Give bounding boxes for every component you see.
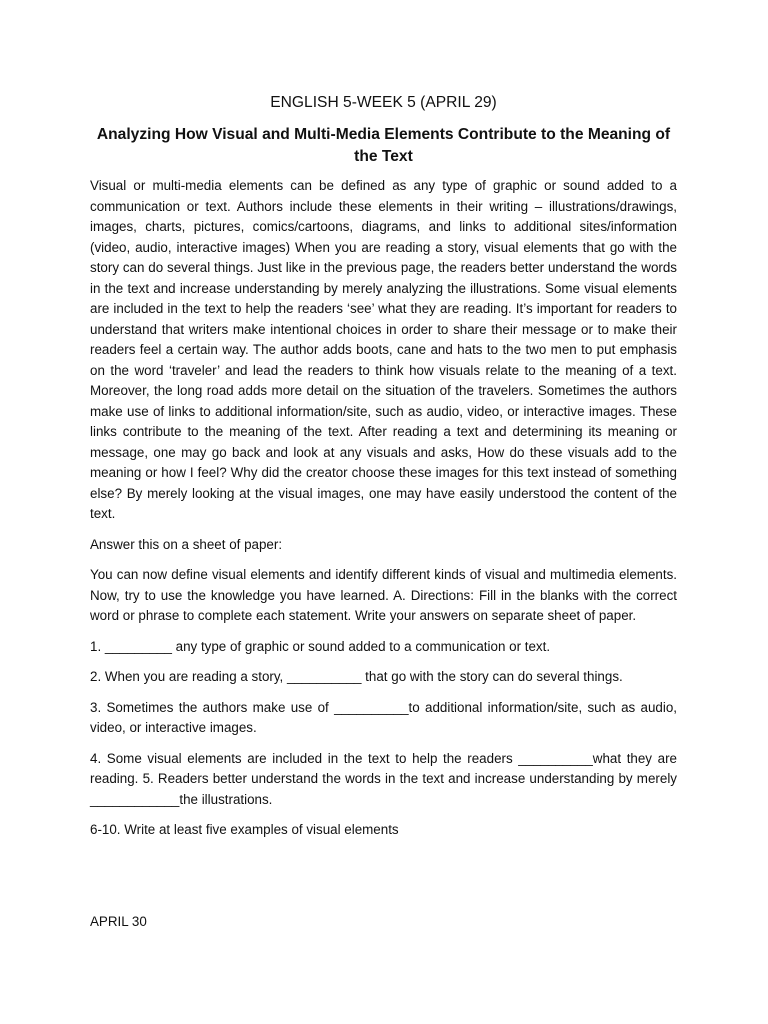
document-subtitle: Analyzing How Visual and Multi-Media Elements Contribute to the Meaning of the Text xyxy=(96,126,671,165)
document-title: ENGLISH 5-WEEK 5 (APRIL 29) xyxy=(270,94,497,111)
footer-date: APRIL 30 xyxy=(90,914,147,929)
directions-paragraph: You can now define visual elements and identify different kinds of visual and multimedia elements. Now, try to use the knowledge you have learned. A. Directions: Fill in the blanks with the correct word or phrase to complete each statement. Write your answers on separate sheet of paper. xyxy=(90,567,677,623)
instruction-text: Answer this on a sheet of paper: xyxy=(90,536,283,552)
body-paragraph: Visual or multi-media elements can be defined as any type of graphic or sound added to a communication or text. Authors include these elements in their writing – illustrations/drawings, images, charts, pictures, comics/cartoons, diagrams, and links to additional sites/information (video, audio, interactive images) When you are reading a story, visual elements that go with the story can do several things. Just like in the previous page, the readers better understand the words in the text and increase understanding by merely analyzing the illustrations. Some visual elements are included in the text to help the readers ‘see’ what they are reading. It’s important for readers to understand that writers make intentional choices in order to share their message or to make their readers feel a certain way. The author adds boots, cane and hats to the two men to put emphasis on the word ‘traveler’ and lead the readers to think how visuals relate to the meaning of a text. Moreover, the long road adds more detail on the situation of the travelers. Sometimes the authors make use of links to additional information/site, such as audio, video, or interactive images. These links contribute to the meaning of the text. After reading a text and determining its meaning or message, one may go back and look at any visuals and asks, How do these visuals add to the meaning or how I feel? Why did the creator choose these images for this text instead of something else? By merely looking at the visual images, one may have easily understood the content of the text. xyxy=(90,178,677,521)
question-3: 3. Sometimes the authors make use of __________to additional information/site, such as audio, video, or interactive images. xyxy=(90,699,677,735)
question-1: 1. _________ any type of graphic or sound added to a communication or text. xyxy=(90,638,551,654)
question-6-10: 6-10. Write at least five examples of visual elements xyxy=(90,822,399,837)
question-4-5: 4. Some visual elements are included in the text to help the readers __________what they are reading. 5. Readers better understand the words in the text and increase understanding by merely ____________the illustrations. xyxy=(90,750,677,807)
question-2: 2. When you are reading a story, __________ that go with the story can do several things. xyxy=(90,669,623,684)
document-page xyxy=(90,92,677,851)
